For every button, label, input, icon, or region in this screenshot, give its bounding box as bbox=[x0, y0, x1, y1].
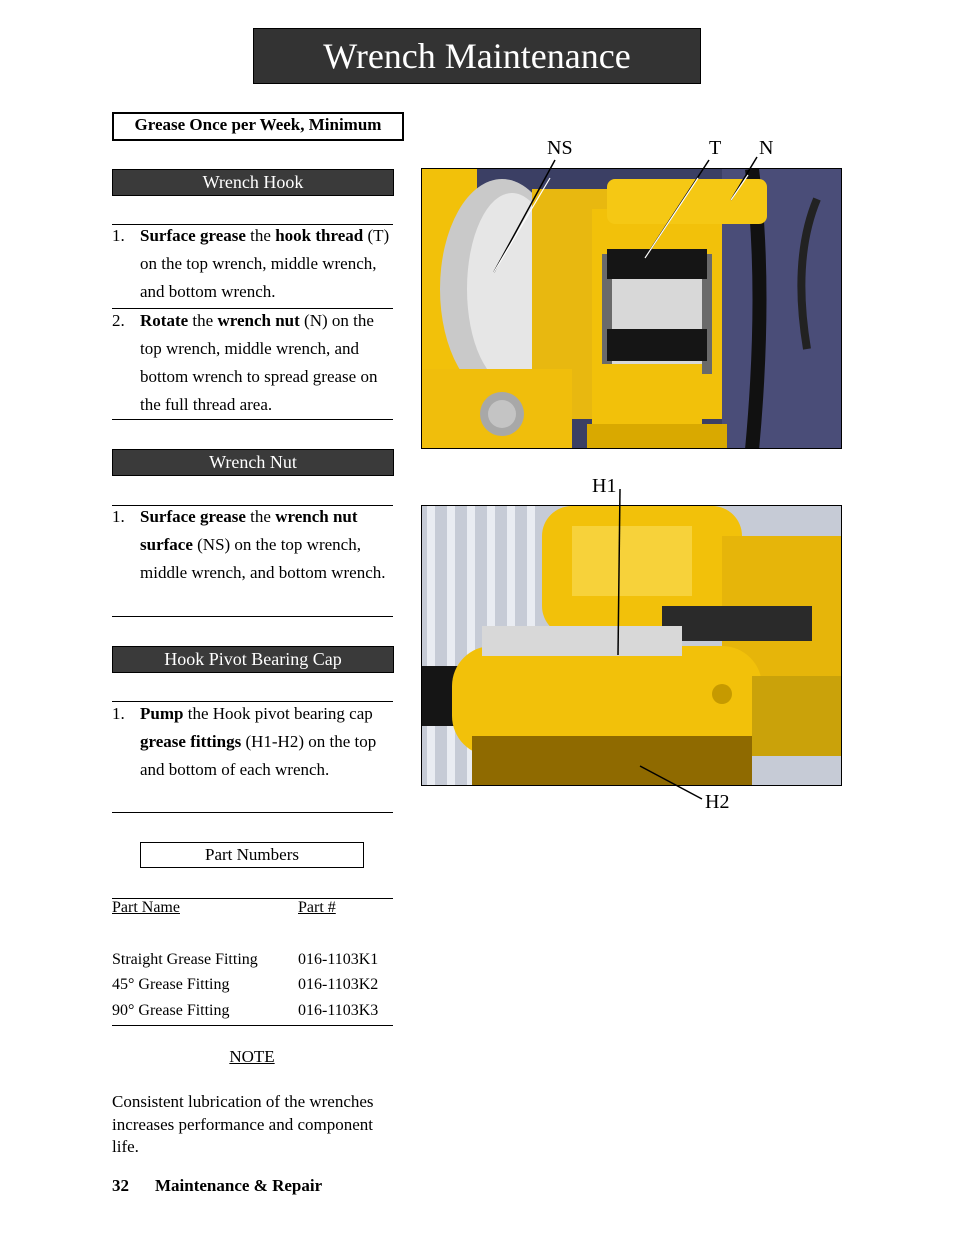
step-text-nut-surface: Surface grease the wrench nut surface (NS) on the top wrench, middle wrench, and bottom wrench. bbox=[140, 507, 386, 582]
label-t: T bbox=[709, 137, 722, 159]
grease-frequency-box: Grease Once per Week, Minimum bbox=[112, 112, 404, 141]
table-row-number: 016-1103K1 bbox=[298, 951, 379, 968]
step-number: 1. bbox=[112, 507, 125, 526]
step-number: 2. bbox=[112, 311, 125, 330]
part-numbers-heading: Part Numbers bbox=[140, 842, 364, 868]
column-header-part-name: Part Name bbox=[112, 899, 180, 916]
label-ns: NS bbox=[547, 137, 573, 159]
table-row-number: 016-1103K3 bbox=[298, 1002, 379, 1019]
note-heading: NOTE bbox=[229, 1047, 275, 1066]
step-text-hook-thread: Surface grease the hook thread (T) on the top wrench, middle wrench, and bottom wrench. bbox=[140, 226, 390, 301]
column-header-part-number: Part # bbox=[298, 899, 336, 916]
table-row-name: 90° Grease Fitting bbox=[112, 1002, 230, 1019]
section-heading-wrench-hook: Wrench Hook bbox=[112, 169, 394, 196]
table-row-name: 45° Grease Fitting bbox=[112, 976, 230, 993]
page-number: 32 bbox=[112, 1176, 129, 1195]
note-text: Consistent lubrication of the wrenches increases performance and component life. bbox=[112, 1092, 374, 1156]
section-heading-hook-pivot: Hook Pivot Bearing Cap bbox=[112, 646, 394, 673]
label-h1: H1 bbox=[592, 475, 617, 497]
footer-section: Maintenance & Repair bbox=[155, 1176, 323, 1195]
section-heading-wrench-nut: Wrench Nut bbox=[112, 449, 394, 476]
step-text-pump-fittings: Pump the Hook pivot bearing cap grease fittings (H1-H2) on the top and bottom of each wrench. bbox=[140, 704, 377, 779]
step-number: 1. bbox=[112, 704, 125, 723]
label-h2: H2 bbox=[705, 791, 730, 813]
table-row-name: Straight Grease Fitting bbox=[112, 951, 258, 968]
step-number: 1. bbox=[112, 226, 125, 245]
table-row-number: 016-1103K2 bbox=[298, 976, 379, 993]
page-title: Wrench Maintenance bbox=[253, 28, 701, 84]
step-text-rotate-nut: Rotate the wrench nut (N) on the top wrench, middle wrench, and bottom wrench to spread grease on the full thread area. bbox=[140, 311, 378, 414]
label-n: N bbox=[759, 137, 774, 159]
